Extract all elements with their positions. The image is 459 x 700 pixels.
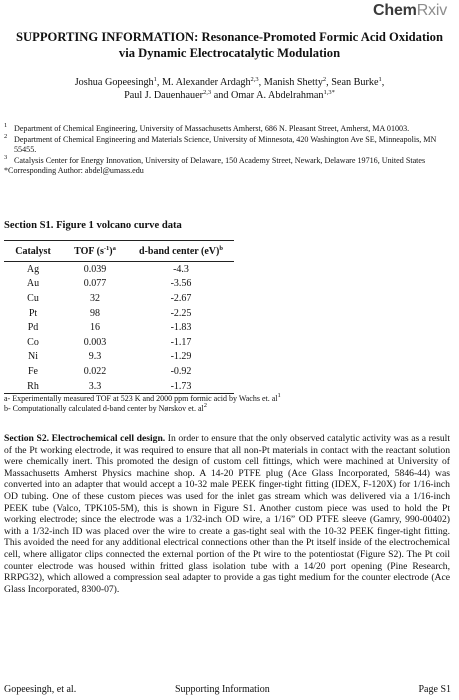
table-row: Pd 16 -1.83	[27, 322, 192, 334]
col-dband: d-band center (eV)$^b$	[128, 241, 234, 262]
footnote-a: a- Experimentally measured TOF at 523 K and 2000 ppm formic acid by Wachs et. $al^1$	[4, 392, 281, 403]
table-row: Pt 98 -2.25	[28, 307, 192, 319]
table-row: Au 0.077 -3.56	[26, 278, 192, 290]
affiliation-3: $^3$ Catalysis Center for Energy Innovation, University of Delaware, 150 Academy Street, Newark, Delaware 19716, United States	[4, 153, 426, 165]
footer-authors: Gopeesingh, et al.	[4, 684, 77, 695]
corresponding-author: *Corresponding Author: abdel@umass.edu	[4, 166, 144, 176]
page-number: Page S1	[418, 684, 451, 695]
col-catalyst: Catalyst	[4, 241, 62, 262]
table-row: Rh 3.3 -1.73	[4, 379, 234, 394]
footer-label: Supporting Information	[175, 684, 270, 695]
table-row: Fe 0.022 -0.92	[28, 365, 192, 377]
table-footnotes	[4, 394, 450, 414]
chemrxiv-logo: ChemRxiv	[373, 2, 447, 19]
affiliations	[4, 124, 450, 177]
table-row: Co 0.003 -1.17	[27, 336, 192, 348]
affiliation-1: $^1$ Department of Chemical Engineering, University of Massachusetts Amherst, 686 N. Pleasant Street, Amherst, MA 01003.	[4, 122, 410, 133]
paper-title: SUPPORTING INFORMATION: Resonance-Promoted Formic Acid Oxidation via Dynamic Electrocatalytic Modulation	[16, 30, 443, 60]
table-row: Ni 9.3 -1.29	[28, 351, 192, 363]
affiliation-2: $^2$ Department of Chemical Engineering and Materials Science, University of Minnesota, 420 Washington Ave SE, Minneapolis, MN 55455.	[4, 132, 437, 155]
section-s1-heading: Section S1. Figure 1 volcano curve data	[4, 220, 182, 231]
section-s2-paragraph: Section S2. Electrochemical cell design. In order to ensure that the only observed catalytic activity was as a result of the Pt working electrode, it was required to ensure that all non-Pt materials in contact with the reactant solution were chemically inert. This promoted the design of custom cell fittings, which were machined at University of Massachusetts Amherst Physics machine shop. A 14-20 PTFE plug (Ace Glass Incorporated, 5846-44) was converted into an adapter that would accept a 10-32 male PEEK finger-tight fitting (IDEX, F-120X) for 1/16-inch OD tubing. One of these custom pieces was used for the inlet gas stream which was delivered via a 1/16-inch PEEK tube (Valco, TPK105-5M), this is shown in Figure S1. Another custom piece was used to hold the Pt working electrode; since the electrode was a 1/32-inch OD wire, a 1/16” OD PTFE sleeve (Gamry, 990-00402) with a 1/32-inch ID was placed over the wire to create a gas-tight seal with the 10-32 PEEK finger-tight fitting. This avoided the need for any additional electrical connections other than the Pt itself inside of the electrochemical cell, where alligator clips connected the external portion of the Pt wire to the potentiostat (Figure S2). The Pt coil counter electrode was housed within fritted glass isolation tube with a 14/20 port opening (Pine Research, RRPG32), which allowed a compression seal adapter to provide a gas tight medium for the counter electrode (Ace Glass Incorporated, 8300-07).	[4, 433, 450, 595]
section-s2-heading: Section S2. Electrochemical cell design.	[4, 433, 166, 444]
volcano-data-table	[4, 240, 234, 394]
table-header-row	[4, 241, 234, 262]
table-row: Ag 0.039 -4.3	[26, 263, 189, 275]
table-row: Cu 32 -2.67	[27, 292, 192, 304]
author-list: Joshua Gopeesingh$^1$, M. Alexander Ardagh$^{2,3}$, Manish Shetty$^2$, Sean Burke$^1$, Paul J. Dauenhauer$^{2,3}$ and Omar A. Abdelrahman$^{1,3*}$	[74, 76, 385, 102]
col-tof: TOF $(s^{-1})^a$	[62, 241, 128, 262]
footnote-b: b- Computationally calculated d-band center by Nørskov et. $al^2$	[4, 402, 207, 414]
